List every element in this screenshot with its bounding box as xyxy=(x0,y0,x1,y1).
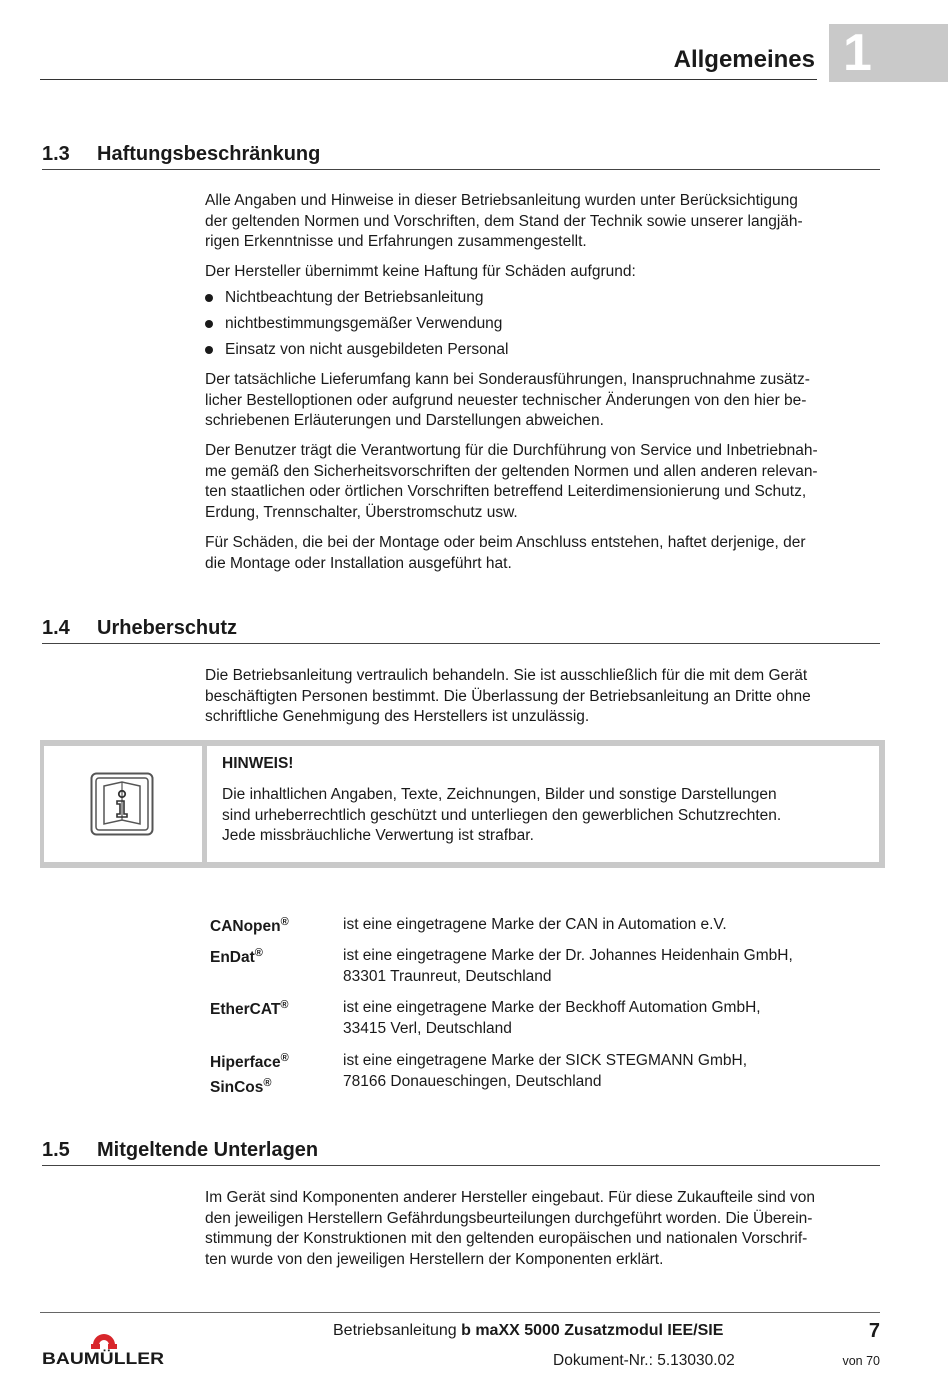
text-line: stimmung der Konstruktionen mit den geltenden europäischen und nationalen Vorschrif- xyxy=(205,1230,808,1248)
text-line: ist eine eingetragene Marke der CAN in Automation e.V. xyxy=(343,916,727,933)
footer-document-number: Dokument-Nr.: 5.13030.02 xyxy=(553,1352,735,1369)
text-line: den jeweiligen Herstellern Gefährdungsbeurteilungen durchgeführt worden. Die Überein- xyxy=(205,1209,813,1227)
text-line: 83301 Traunreut, Deutschland xyxy=(343,968,552,985)
section-title: Haftungsbeschränkung xyxy=(97,143,321,165)
paragraph-user-responsibility xyxy=(205,441,880,524)
text-line: Der tatsächliche Lieferumfang kann bei Sonderausführungen, Inanspruchnahme zusätz- xyxy=(205,371,810,388)
bullet-dot-icon xyxy=(205,294,213,302)
section-heading-1-5 xyxy=(42,1139,880,1166)
text-line: Erdung, Trennschalter, Überstromschutz usw. xyxy=(205,504,518,522)
text-line: Der Benutzer trägt die Verantwortung für die Durchführung von Service und Inbetriebnah- xyxy=(205,442,818,459)
page-number: 7 xyxy=(868,1320,880,1342)
text-line: ist eine eingetragene Marke der Beckhoff Automation GmbH, xyxy=(343,999,761,1016)
text-line: rigen Erkenntnisse und Erfahrungen zusammengestellt. xyxy=(205,233,587,251)
section-heading-1-3 xyxy=(42,143,880,170)
footer-rule xyxy=(40,1312,880,1313)
chapter-number: 1 xyxy=(843,24,872,82)
text-line: Alle Angaben und Hinweise in dieser Betriebsanleitung wurden unter Berücksichtigung xyxy=(205,192,798,209)
trademark-description xyxy=(343,945,793,987)
trademark-description xyxy=(343,914,727,935)
page-total: von 70 xyxy=(842,1354,880,1368)
text-line: Die Betriebsanleitung vertraulich behandeln. Sie ist ausschließlich für die mit dem Gerät xyxy=(205,667,808,684)
notice-body xyxy=(222,785,864,847)
section-heading-1-4 xyxy=(42,617,880,644)
text-line: schriftliche Genehmigung des Herstellers ist unzulässig. xyxy=(205,708,590,726)
text-line: Jede missbräuchliche Verwertung ist strafbar. xyxy=(222,827,534,845)
footer-doc-prefix: Betriebsanleitung xyxy=(333,1322,457,1339)
trademark-description xyxy=(343,1050,747,1092)
registered-mark: ® xyxy=(280,1052,289,1064)
footer-doc-product: b maXX 5000 Zusatzmodul IEE/SIE xyxy=(461,1322,724,1339)
paragraph-scope-of-delivery xyxy=(205,370,880,432)
text-line: schriebenen Erläuterungen und Darstellungen abweichen. xyxy=(205,412,604,430)
paragraph-installation-damage xyxy=(205,533,880,574)
list-item-text: Nichtbeachtung der Betriebsanleitung xyxy=(225,289,484,306)
trademark-name xyxy=(210,943,263,968)
section-title: Mitgeltende Unterlagen xyxy=(97,1139,319,1161)
trademark-name xyxy=(210,995,288,1020)
trademark-label: Hiperface xyxy=(210,1054,281,1072)
trademark-label: EtherCAT xyxy=(210,1001,281,1019)
text-line: 33415 Verl, Deutschland xyxy=(343,1020,512,1037)
paragraph-confidential xyxy=(205,666,880,728)
registered-mark: ® xyxy=(254,947,263,959)
notice-heading: HINWEIS! xyxy=(222,755,294,772)
paragraph-third-party-components xyxy=(205,1188,880,1271)
paragraph-liability-intro xyxy=(205,191,880,253)
text-line: ist eine eingetragene Marke der SICK STEGMANN GmbH, xyxy=(343,1052,748,1069)
footer-document-title xyxy=(333,1322,723,1340)
section-number: 1.3 xyxy=(42,143,70,165)
section-title: Urheberschutz xyxy=(97,617,238,639)
section-number: 1.5 xyxy=(42,1139,70,1161)
text-line: ten staatlichen oder örtlichen Vorschriften betreffend Leiterdimensionierung und Schutz, xyxy=(205,483,807,501)
paragraph-no-liability: Der Hersteller übernimmt keine Haftung für Schäden aufgrund: xyxy=(205,263,636,280)
trademark-name xyxy=(210,1048,289,1098)
trademark-label: CANopen xyxy=(210,918,281,936)
chapter-title: Allgemeines xyxy=(673,46,815,73)
trademark-description xyxy=(343,997,761,1039)
trademark-label: EnDat xyxy=(210,949,255,967)
logo-wordmark: BAUMÜLLER xyxy=(42,1350,147,1368)
trademark-name xyxy=(210,912,289,937)
bullet-dot-icon xyxy=(205,320,213,328)
text-line: 78166 Donaueschingen, Deutschland xyxy=(343,1073,602,1090)
text-line: ist eine eingetragene Marke der Dr. Johannes Heidenhain GmbH, xyxy=(343,947,793,964)
header-rule xyxy=(40,79,817,80)
registered-mark: ® xyxy=(263,1077,272,1090)
text-line: licher Bestelloptionen oder aufgrund neuester technischer Änderungen von den hier be- xyxy=(205,391,807,409)
text-line: beschäftigten Personen bestimmt. Die Überlassung der Betriebsanleitung an Dritte ohne xyxy=(205,687,811,705)
registered-mark: ® xyxy=(280,999,289,1011)
bullet-dot-icon xyxy=(205,346,213,354)
text-line: me gemäß den Sicherheitsvorschriften der geltenden Normen und allen anderen relevan- xyxy=(205,462,818,480)
list-item-text: Einsatz von nicht ausgebildeten Personal xyxy=(225,341,509,358)
text-line: Im Gerät sind Komponenten anderer Hersteller eingebaut. Für diese Zukaufteile sind von xyxy=(205,1189,816,1206)
text-line: sind urheberrechtlich geschützt und unterliegen den gewerblichen Schutzrechten. xyxy=(222,806,782,824)
baumuller-logo xyxy=(42,1326,166,1368)
text-line: Für Schäden, die bei der Montage oder beim Anschluss entstehen, haftet derjenige, der xyxy=(205,534,806,551)
list-item-text: nichtbestimmungsgemäßer Verwendung xyxy=(225,315,503,332)
text-line: der geltenden Normen und Vorschriften, dem Stand der Technik sowie unserer langjäh- xyxy=(205,212,803,230)
registered-mark: ® xyxy=(280,916,289,928)
text-line: die Montage oder Installation ausgeführt hat. xyxy=(205,554,512,572)
text-line: Die inhaltlichen Angaben, Texte, Zeichnungen, Bilder und sonstige Darstellungen xyxy=(222,786,777,803)
section-number: 1.4 xyxy=(42,617,70,639)
trademark-label: SinCos xyxy=(210,1079,264,1097)
text-line: ten wurde von den jeweiligen Herstellern der Komponenten erklärt. xyxy=(205,1251,664,1269)
info-manual-icon xyxy=(90,772,154,836)
